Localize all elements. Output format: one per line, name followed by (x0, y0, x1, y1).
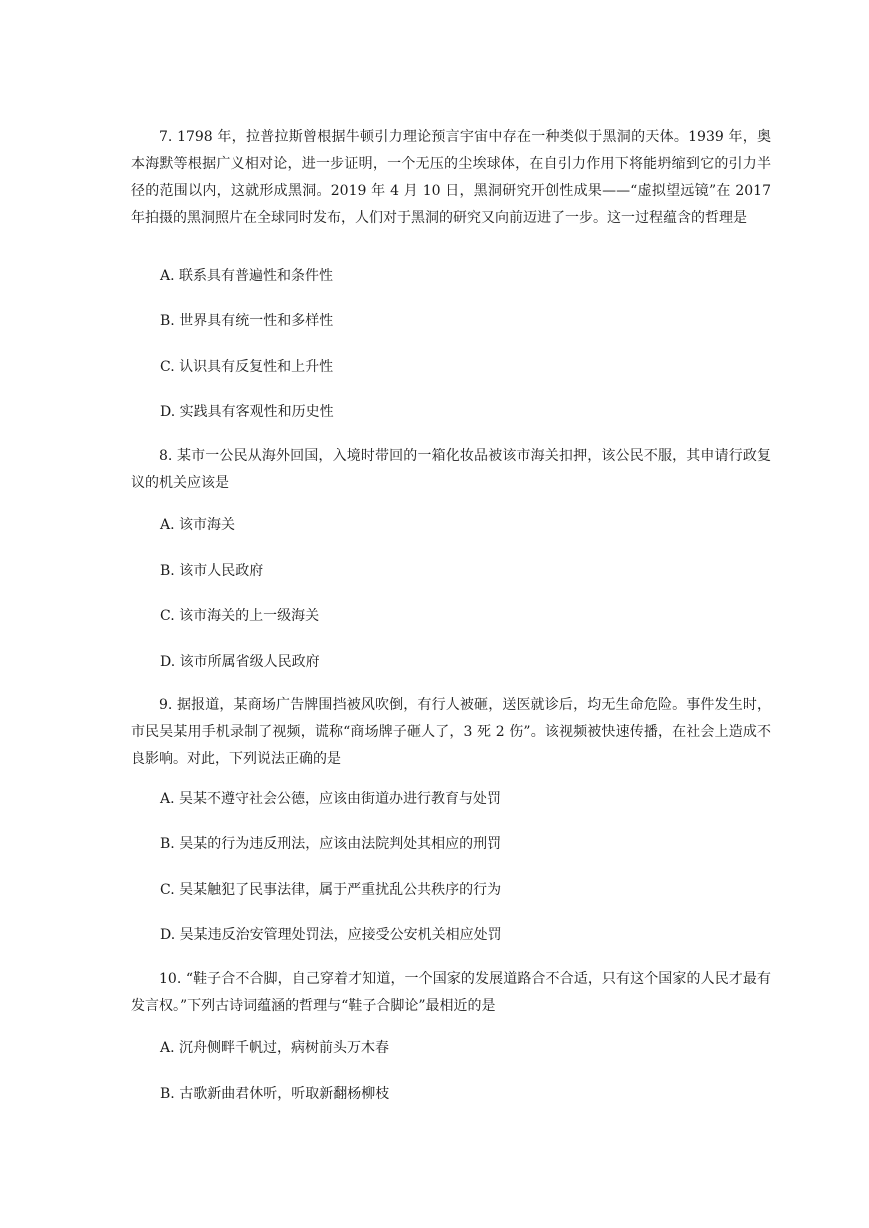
question-10-stem: 10. “鞋子合不合脚，自己穿着才知道，一个国家的发展道路合不合适，只有这个国家的人民才最有发言权。”下列古诗词蕴涵的哲理与“鞋子合脚论”最相近的是 (131, 971, 771, 1014)
question-8-option-c: C. 该市海关的上一级海关 (160, 608, 320, 624)
question-9-option-c: C. 吴某触犯了民事法律，属于严重扰乱公共秩序的行为 (160, 882, 502, 898)
question-8-stem: 8. 某市一公民从海外回国，入境时带回的一箱化妆品被该市海关扣押，该公民不服，其申请行政复议的机关应该是 (131, 448, 771, 491)
question-9-option-b: B. 吴某的行为违反刑法，应该由法院判处其相应的刑罚 (160, 836, 502, 852)
question-7-option-c: C. 认识具有反复性和上升性 (160, 359, 334, 375)
question-7-option-b: B. 世界具有统一性和多样性 (160, 313, 334, 329)
question-8-option-d: D. 该市所属省级人民政府 (160, 654, 320, 670)
question-9-option-d: D. 吴某违反治安管理处罚法，应接受公安机关相应处罚 (160, 927, 502, 943)
question-7-option-d: D. 实践具有客观性和历史性 (160, 404, 334, 420)
question-9-option-a: A. 吴某不遵守社会公德，应该由街道办进行教育与处罚 (160, 791, 502, 807)
question-10-option-b: B. 古歌新曲君休听，听取新翻杨柳枝 (160, 1086, 390, 1102)
question-7-option-a: A. 联系具有普遍性和条件性 (160, 268, 334, 284)
question-9-stem: 9. 据报道，某商场广告牌围挡被风吹倒，有行人被砸，送医就诊后，均无生命危险。事件发生时，市民吴某用手机录制了视频，谎称“商场牌子砸人了，3 死 2 伤”。该视频被快速传播，在社会上造成不良影响。对此，下列说法正确的是 (131, 697, 771, 767)
question-7-stem: 7. 1798 年，拉普拉斯曾根据牛顿引力理论预言宇宙中存在一种类似于黑洞的天体。1939 年，奥本海默等根据广义相对论，进一步证明，一个无压的尘埃球体，在自引力作用下将能坍缩到它的引力半径的范围以内，这就形成黑洞。2019 年 4 月 10 日，黑洞研究开创性成果——“虚拟望远镜”在 2017 年拍摄的黑洞照片在全球同时发布，人们对于黑洞的研究又向前迈进了一步。这一过程蕴含的哲理是 (131, 129, 771, 226)
question-8-option-a: A. 该市海关 (160, 517, 236, 533)
question-8-option-b: B. 该市人民政府 (160, 563, 264, 579)
question-10-option-a: A. 沉舟侧畔千帆过，病树前头万木春 (160, 1040, 390, 1056)
